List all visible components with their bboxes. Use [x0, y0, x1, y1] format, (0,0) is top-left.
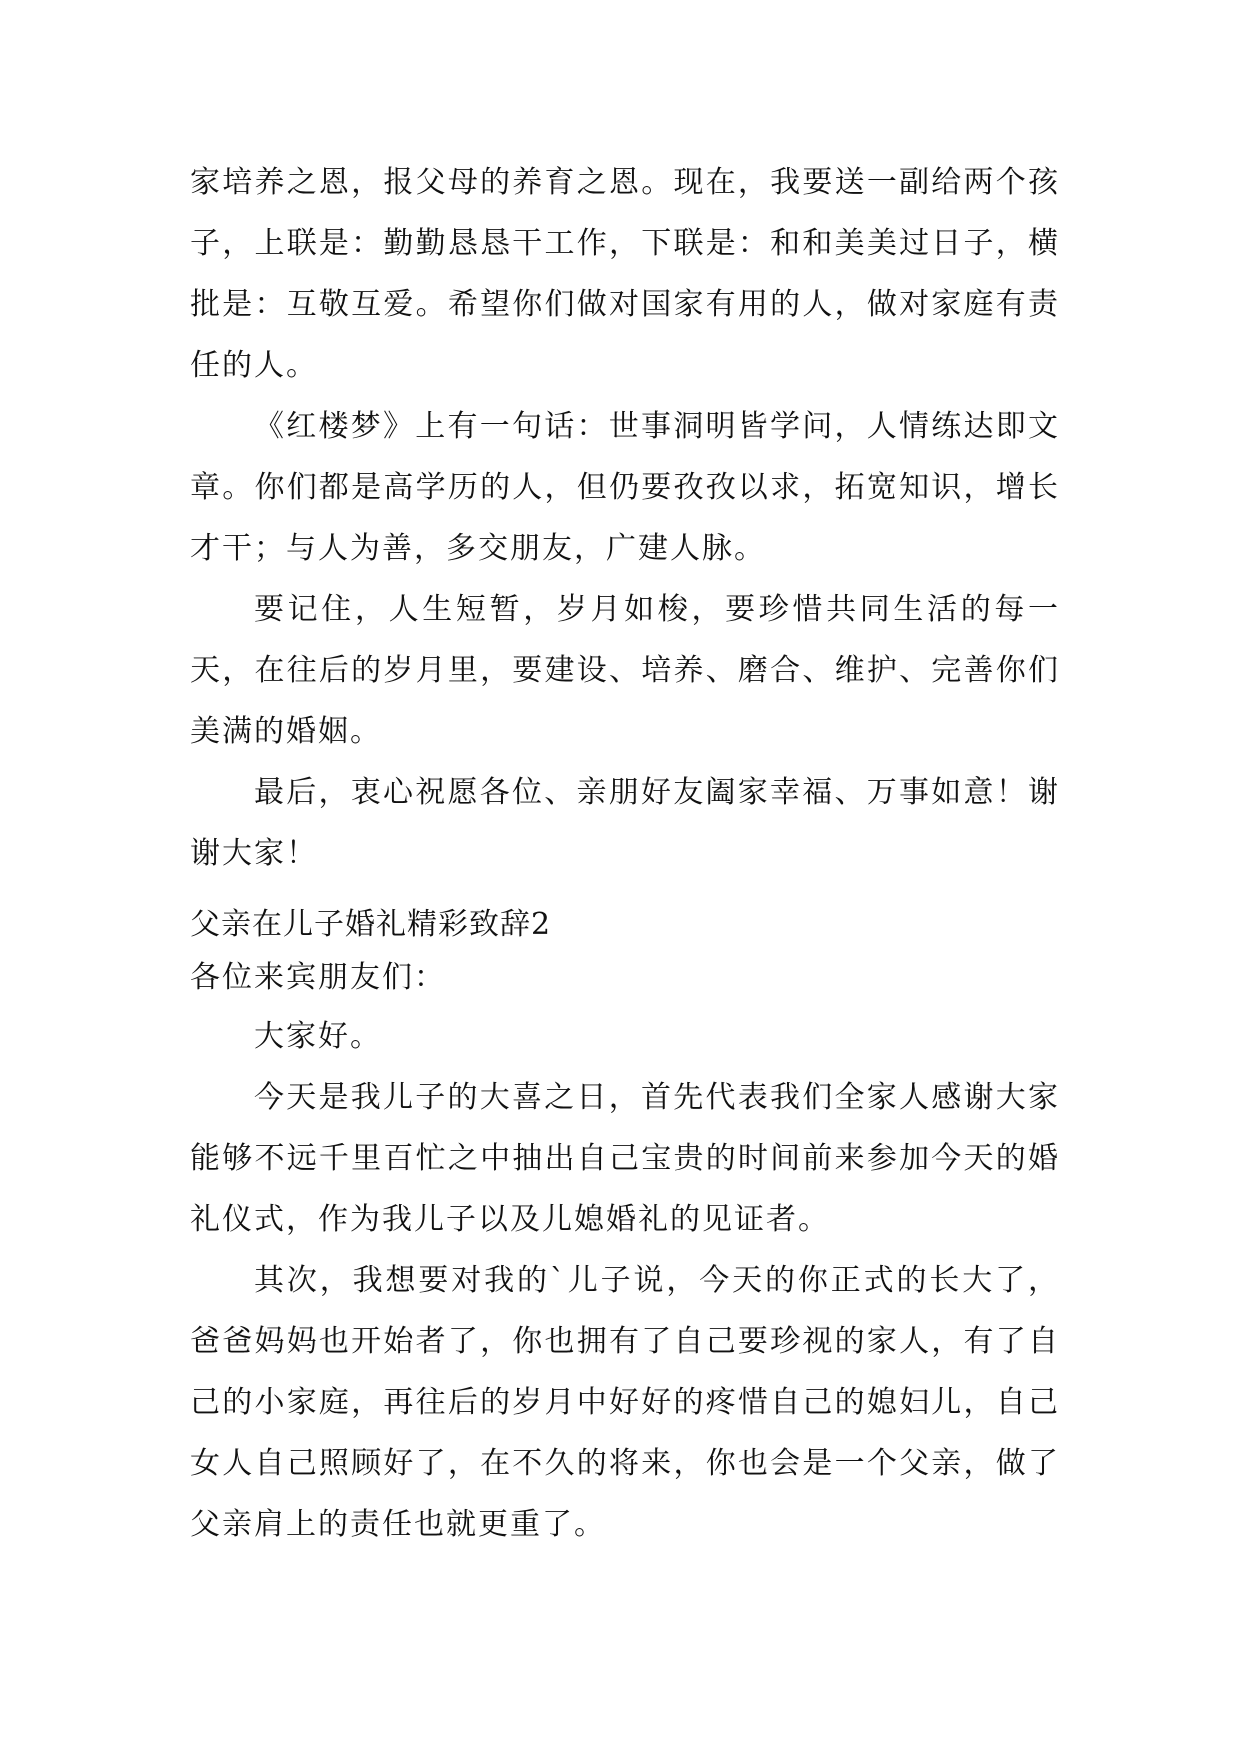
speech-2 [190, 900, 1060, 1555]
paragraph: 大家好。 [254, 1019, 382, 1054]
speech-1-continuation [190, 152, 1060, 884]
paragraph: 其次，我想要对我的`儿子说，今天的你正式的长大了，爸爸妈妈也开始者了，你也拥有了自己要珍视的家人，有了自己的小家庭，再往后的岁月中好好的疼惜自己的媳妇儿，自己女人自己照顾好了，在不久的将来，你也会是一个父亲，做了父亲肩上的责任也就更重了。 [190, 1263, 1060, 1542]
paragraph: 最后，衷心祝愿各位、亲朋好友阖家幸福、万事如意！谢谢大家！ [190, 775, 1060, 871]
paragraph: 要记住，人生短暂，岁月如梭，要珍惜共同生活的每一天，在往后的岁月里，要建设、培养、磨合、维护、完善你们美满的婚姻。 [190, 592, 1060, 749]
paragraph: 家培养之恩，报父母的养育之恩。现在，我要送一副给两个孩子，上联是：勤勤恳恳干工作，下联是：和和美美过日子，横批是：互敬互爱。希望你们做对国家有用的人，做对家庭有责任的人。 [190, 165, 1060, 383]
paragraph: 今天是我儿子的大喜之日，首先代表我们全家人感谢大家能够不远千里百忙之中抽出自己宝贵的时间前来参加今天的婚礼仪式，作为我儿子以及儿媳婚礼的见证者。 [190, 1080, 1060, 1237]
salutation: 各位来宾朋友们： [190, 960, 446, 995]
paragraph: 《红楼梦》上有一句话：世事洞明皆学问，人情练达即文章。你们都是高学历的人，但仍要孜孜以求，拓宽知识，增长才干；与人为善，多交朋友，广建人脉。 [190, 409, 1060, 566]
section-title: 父亲在儿子婚礼精彩致辞2 [190, 907, 552, 942]
